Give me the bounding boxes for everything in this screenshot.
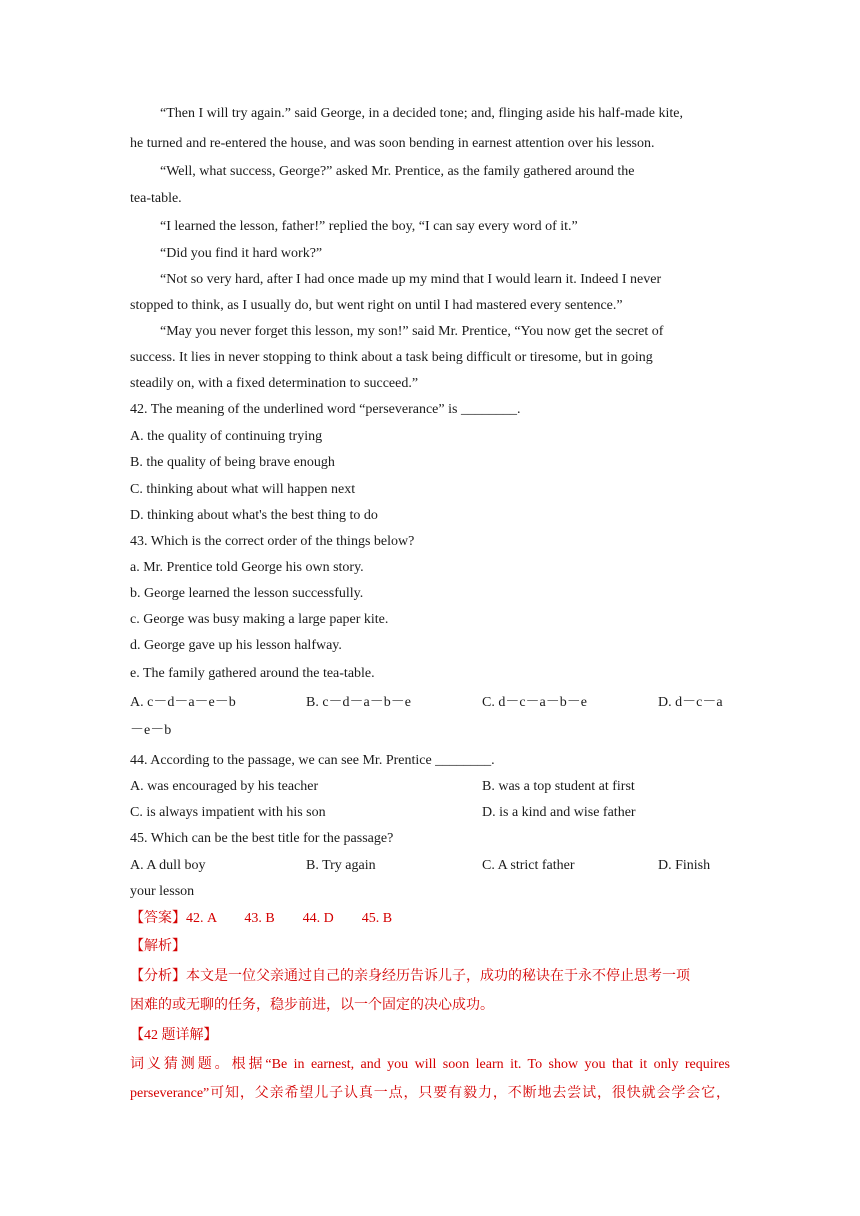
question-43-option-d: D. d－c－a [658, 695, 723, 710]
question-43-option-a: A. c－d－a－e－b [130, 695, 236, 710]
q42-explanation-line: perseverance”可知，父亲希望儿子认真一点，只要有毅力，不断地去尝试，很快就会学会它， [130, 1086, 730, 1101]
question-43-item: e. The family gathered around the tea-table. [130, 666, 375, 681]
question-43-item: d. George gave up his lesson halfway. [130, 638, 342, 653]
passage-line: steadily on, with a fixed determination to succeed.” [130, 376, 419, 391]
question-43-item: b. George learned the lesson successfully. [130, 586, 364, 601]
question-45-option-a: A. A dull boy [130, 858, 206, 873]
analysis-summary-label: 【分析】 [130, 969, 186, 984]
question-43-option-d-continued: －e－b [130, 723, 172, 738]
passage-line: “Then I will try again.” said George, in a decided tone; and, flinging aside his half-made kite, [160, 106, 684, 121]
passage-line: he turned and re-entered the house, and was soon bending in earnest attention over his lesson. [130, 136, 655, 151]
question-45-option-b: B. Try again [306, 858, 376, 873]
question-44-option-d: D. is a kind and wise father [482, 805, 636, 820]
passage-line: tea-table. [130, 191, 182, 206]
question-42-stem: 42. The meaning of the underlined word “perseverance” is ________. [130, 402, 521, 417]
question-43-option-c: C. d－c－a－b－e [482, 695, 587, 710]
question-43-option-b: B. c－d－a－b－e [306, 695, 411, 710]
question-45-stem: 45. Which can be the best title for the passage? [130, 831, 394, 846]
question-44-option-a: A. was encouraged by his teacher [130, 779, 319, 794]
answer-line [130, 909, 392, 929]
question-44-option-b: B. was a top student at first [482, 779, 635, 794]
question-42-option-c: C. thinking about what will happen next [130, 482, 356, 497]
question-43-item: c. George was busy making a large paper kite. [130, 612, 389, 627]
analysis-summary [130, 967, 690, 987]
analysis-summary-continued: 困难的或无聊的任务，稳步前进，以一个固定的决心成功。 [130, 998, 494, 1013]
question-42-option-a: A. the quality of continuing trying [130, 429, 323, 444]
question-42-option-b: B. the quality of being brave enough [130, 455, 335, 470]
passage-line: “I learned the lesson, father!” replied the boy, “I can say every word of it.” [160, 219, 578, 234]
question-43-item: a. Mr. Prentice told George his own story. [130, 560, 364, 575]
passage-line: stopped to think, as I usually do, but went right on until I had mastered every sentence.” [130, 298, 623, 313]
question-42-option-d: D. thinking about what's the best thing to do [130, 508, 378, 523]
answer-values: 42. A 43. B 44. D 45. B [186, 911, 393, 926]
passage-line: “Did you find it hard work?” [160, 246, 323, 261]
question-43-stem: 43. Which is the correct order of the things below? [130, 534, 415, 549]
passage-line: “Not so very hard, after I had once made up my mind that I would learn it. Indeed I never [160, 272, 662, 287]
q42-explanation-label: 【42 题详解】 [130, 1028, 218, 1043]
analysis-summary-text: 本文是一位父亲通过自己的亲身经历告诉儿子，成功的秘诀在于永不停止思考一项 [186, 969, 690, 984]
q42-explanation-line: 词义猜测题。根据“Be in earnest, and you will soon learn it. To show you that it only requires [130, 1057, 730, 1072]
question-44-stem: 44. According to the passage, we can see Mr. Prentice ________. [130, 753, 495, 768]
passage-line: “Well, what success, George?” asked Mr. Prentice, as the family gathered around the [160, 164, 635, 179]
question-44-option-c: C. is always impatient with his son [130, 805, 326, 820]
answer-label: 【答案】 [130, 911, 186, 926]
analysis-label: 【解析】 [130, 939, 186, 954]
question-45-option-d: D. Finish [658, 858, 711, 873]
question-45-option-d-continued: your lesson [130, 884, 195, 899]
passage-line: “May you never forget this lesson, my son!” said Mr. Prentice, “You now get the secret of [160, 324, 664, 339]
passage-line: success. It lies in never stopping to think about a task being difficult or tiresome, but in going [130, 350, 653, 365]
question-45-option-c: C. A strict father [482, 858, 575, 873]
